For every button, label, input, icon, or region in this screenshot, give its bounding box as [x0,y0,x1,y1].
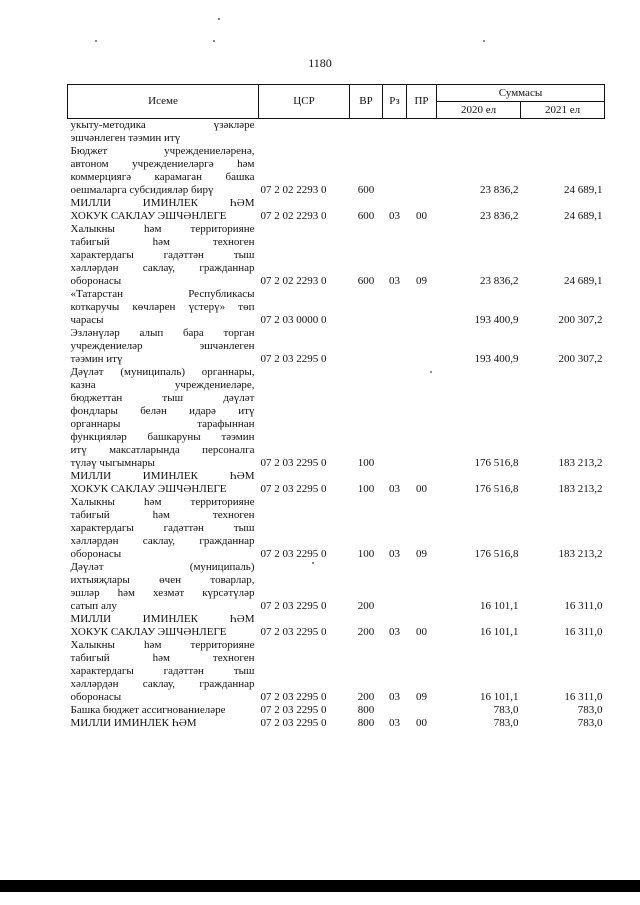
row-pr-code: 00 [416,210,427,222]
row-name [68,639,259,704]
header-rz: Рз [383,85,407,119]
row-vr-code: 100 [357,457,375,469]
table-header [68,85,605,119]
row-name-line: Башка бюджет ассигнованиеләре [70,704,226,716]
row-pr-code [407,119,437,146]
row-amount-2021: 183 213,2 [558,548,603,560]
row-name-line: бюджеттан тыш дәүләт [70,392,255,404]
row-amount-2020: 193 400,9 [474,353,519,365]
row-name [68,327,259,366]
row-amount-2021: 16 311,0 [564,691,603,703]
scan-speck [95,40,97,42]
row-rz-code [383,704,407,717]
row-name-line: автоном учреждениеләргә һәм [70,158,255,170]
row-amount-2021: 783,0 [577,717,603,729]
row-pr-code [407,704,437,717]
row-amount-2020: 783,0 [493,704,519,716]
row-amount-2020: 16 101,1 [480,691,519,703]
row-name-line: учреждениеләр эшчәнлеген [70,340,255,352]
row-name-line: фондлары белән идарә итү [70,405,255,417]
row-vr-code: 200 [357,691,375,703]
row-name-line: хәлләрдән саклау, гражданнар [70,535,255,547]
row-name-line: ХОКУК САКЛАУ ЭШЧӘНЛЕГЕ [70,210,227,222]
row-name-line: Бюджет учреждениеләренә, [70,145,255,157]
row-name-line: оборонасы [70,275,122,287]
row-rz-code [383,327,407,366]
row-name-line: хәлләрдән саклау, гражданнар [70,678,255,690]
row-vr-code [350,288,383,327]
row-name [68,197,259,223]
header-pr: ПР [407,85,437,119]
row-name [68,366,259,470]
row-amount-2021: 783,0 [577,704,603,716]
row-name-line: эшчәнлеген тәэмин итү [70,132,181,144]
row-csr-code: 07 2 03 2295 0 [260,704,327,716]
row-vr-code: 800 [357,704,375,716]
row-name-line: МИЛЛИ ИМИНЛЕК ҺӘМ [70,470,255,482]
row-amount-2021: 24 689,1 [564,275,603,287]
row-amount-2020: 23 836,2 [480,184,519,196]
page-number: 1180 [308,56,332,70]
row-csr-code: 07 2 02 2293 0 [260,210,327,222]
header-csr: ЦСР [259,85,350,119]
row-rz-code: 03 [389,275,400,287]
row-vr-code: 100 [357,483,375,495]
table-row [68,561,605,613]
row-rz-code [383,561,407,613]
row-amount-2021: 200 307,2 [558,353,603,365]
row-pr-code [407,327,437,366]
row-name-line: казна учреждениеләре, [70,379,255,391]
row-name [68,704,259,717]
row-vr-code: 600 [357,210,375,222]
row-name-line: Дәүләт (муниципаль) [70,561,255,573]
row-vr-code [350,327,383,366]
table-row [68,223,605,288]
row-pr-code [407,366,437,470]
table-row [68,145,605,197]
row-amount-2021: 183 213,2 [558,483,603,495]
row-name-line: Дәүләт (муниципаль) органнары, [70,366,255,378]
row-amount-2021: 16 311,0 [564,600,603,612]
row-csr-code: 07 2 02 2293 0 [260,184,327,196]
row-name-line: табигый һәм техноген [70,652,255,664]
row-name-line: табигый һәм техноген [70,509,255,521]
row-name-line: Халыкны һәм территорияне [70,639,255,651]
row-amount-2021 [521,119,605,146]
row-pr-code [407,288,437,327]
row-rz-code: 03 [389,210,400,222]
table-row [68,639,605,704]
row-pr-code: 09 [416,691,427,703]
row-pr-code: 09 [416,548,427,560]
row-csr-code: 07 2 03 0000 0 [260,314,327,326]
row-amount-2021: 200 307,2 [558,314,603,326]
row-vr-code: 600 [357,184,375,196]
row-name-line: характердагы гадәттән тыш [70,249,255,261]
table-row [68,288,605,327]
table-row [68,470,605,496]
row-amount-2021: 183 213,2 [558,457,603,469]
budget-table [67,84,605,730]
row-vr-code: 600 [357,275,375,287]
row-pr-code: 00 [416,483,427,495]
row-name-line: оборонасы [70,691,122,703]
row-rz-code: 03 [389,691,400,703]
row-name [68,561,259,613]
row-rz-code [383,288,407,327]
row-name [68,119,259,146]
row-name-line: «Татарстан Республикасы [70,288,255,300]
row-pr-code [407,561,437,613]
table-row [68,496,605,561]
header-vr: ВР [350,85,383,119]
row-name-line: коммерциягә карамаган башка [70,171,255,183]
row-name-line: чарасы [70,314,104,326]
row-pr-code: 00 [416,626,427,638]
row-csr-code: 07 2 03 2295 0 [260,600,327,612]
row-csr-code: 07 2 03 2295 0 [260,626,327,638]
row-rz-code [383,366,407,470]
row-amount-2020: 23 836,2 [480,275,519,287]
scan-speck [218,18,220,20]
row-rz-code: 03 [389,548,400,560]
row-name [68,288,259,327]
row-pr-code [407,145,437,197]
row-amount-2020: 176 516,8 [474,483,519,495]
scan-speck [483,40,485,42]
row-csr-code: 07 2 02 2293 0 [260,275,327,287]
row-amount-2020: 16 101,1 [480,600,519,612]
row-name-line: коткаручы көчләрен үстерү» төп [70,301,255,313]
table-row [68,366,605,470]
header-year-2020: 2020 ел [437,102,521,119]
row-csr-code: 07 2 03 2295 0 [260,457,327,469]
row-name-line: түләү чыгымнары [70,457,155,469]
row-name-line: сатып алу [70,600,117,612]
row-name-line: характердагы гадәттән тыш [70,665,255,677]
row-name [68,496,259,561]
row-amount-2021: 24 689,1 [564,184,603,196]
row-csr-code: 07 2 03 2295 0 [260,483,327,495]
scan-speck [213,40,215,42]
row-rz-code: 03 [389,483,400,495]
table-row [68,327,605,366]
row-name [68,717,259,730]
row-amount-2020 [437,119,521,146]
row-amount-2020: 176 516,8 [474,457,519,469]
row-name-line: МИЛЛИ ИМИНЛЕК ҺӘМ [70,717,197,729]
row-vr-code: 200 [357,600,375,612]
row-name-line: МИЛЛИ ИМИНЛЕК ҺӘМ [70,613,255,625]
header-sums: Суммасы [437,85,605,102]
row-rz-code [383,145,407,197]
row-csr-code: 07 2 03 2295 0 [260,717,327,729]
row-csr-code: 07 2 03 2295 0 [260,548,327,560]
row-name-line: Халыкны һәм территорияне [70,496,255,508]
row-vr-code: 200 [357,626,375,638]
row-amount-2020: 783,0 [493,717,519,729]
row-amount-2020: 193 400,9 [474,314,519,326]
row-name [68,223,259,288]
row-name-line: органнары тарафыннан [70,418,255,430]
row-name-line: ихтыяҗлары өчен товарлар, [70,574,255,586]
row-name-line: ХОКУК САКЛАУ ЭШЧӘНЛЕГЕ [70,483,227,495]
scan-edge-bar [0,880,640,892]
header-year-2021: 2021 ел [521,102,605,119]
row-name-line: эшләр һәм хезмәт күрсәтүләр [70,587,255,599]
row-name-line: хәлләрдән саклау, гражданнар [70,262,255,274]
row-name [68,145,259,197]
row-name-line: итү максатларында персоналга [70,444,255,456]
table-body [68,119,605,731]
row-name-line: Эзләнүләр алып бара торган [70,327,255,339]
row-name-line: тәэмин итү [70,353,123,365]
row-name-line: характердагы гадәттән тыш [70,522,255,534]
row-csr-code [259,119,350,146]
row-vr-code: 800 [357,717,375,729]
row-vr-code: 100 [357,548,375,560]
row-amount-2020: 16 101,1 [480,626,519,638]
row-amount-2021: 24 689,1 [564,210,603,222]
row-rz-code: 03 [389,626,400,638]
row-pr-code: 00 [416,717,427,729]
row-name-line: функцияләр башкаруны тәэмин [70,431,255,443]
row-csr-code: 07 2 03 2295 0 [260,691,327,703]
row-name-line: ХОКУК САКЛАУ ЭШЧӘНЛЕГЕ [70,626,227,638]
row-name-line: табигый һәм техноген [70,236,255,248]
row-name-line: укыту-методика үзәкләре [70,119,255,131]
row-name [68,470,259,496]
row-amount-2020: 23 836,2 [480,210,519,222]
table-row [68,704,605,717]
row-name-line: МИЛЛИ ИМИНЛЕК ҺӘМ [70,197,255,209]
row-rz-code [383,119,407,146]
row-name [68,613,259,639]
table-row [68,717,605,730]
header-name: Исеме [68,85,259,119]
table-row [68,119,605,146]
row-rz-code: 03 [389,717,400,729]
row-amount-2020: 176 516,8 [474,548,519,560]
row-vr-code [350,119,383,146]
row-pr-code: 09 [416,275,427,287]
row-csr-code: 07 2 03 2295 0 [260,353,327,365]
row-amount-2021: 16 311,0 [564,626,603,638]
row-name-line: оешмаларга субсидияләр бирү [70,184,214,196]
table-row [68,613,605,639]
row-name-line: Халыкны һәм территорияне [70,223,255,235]
row-name-line: оборонасы [70,548,122,560]
table-row [68,197,605,223]
